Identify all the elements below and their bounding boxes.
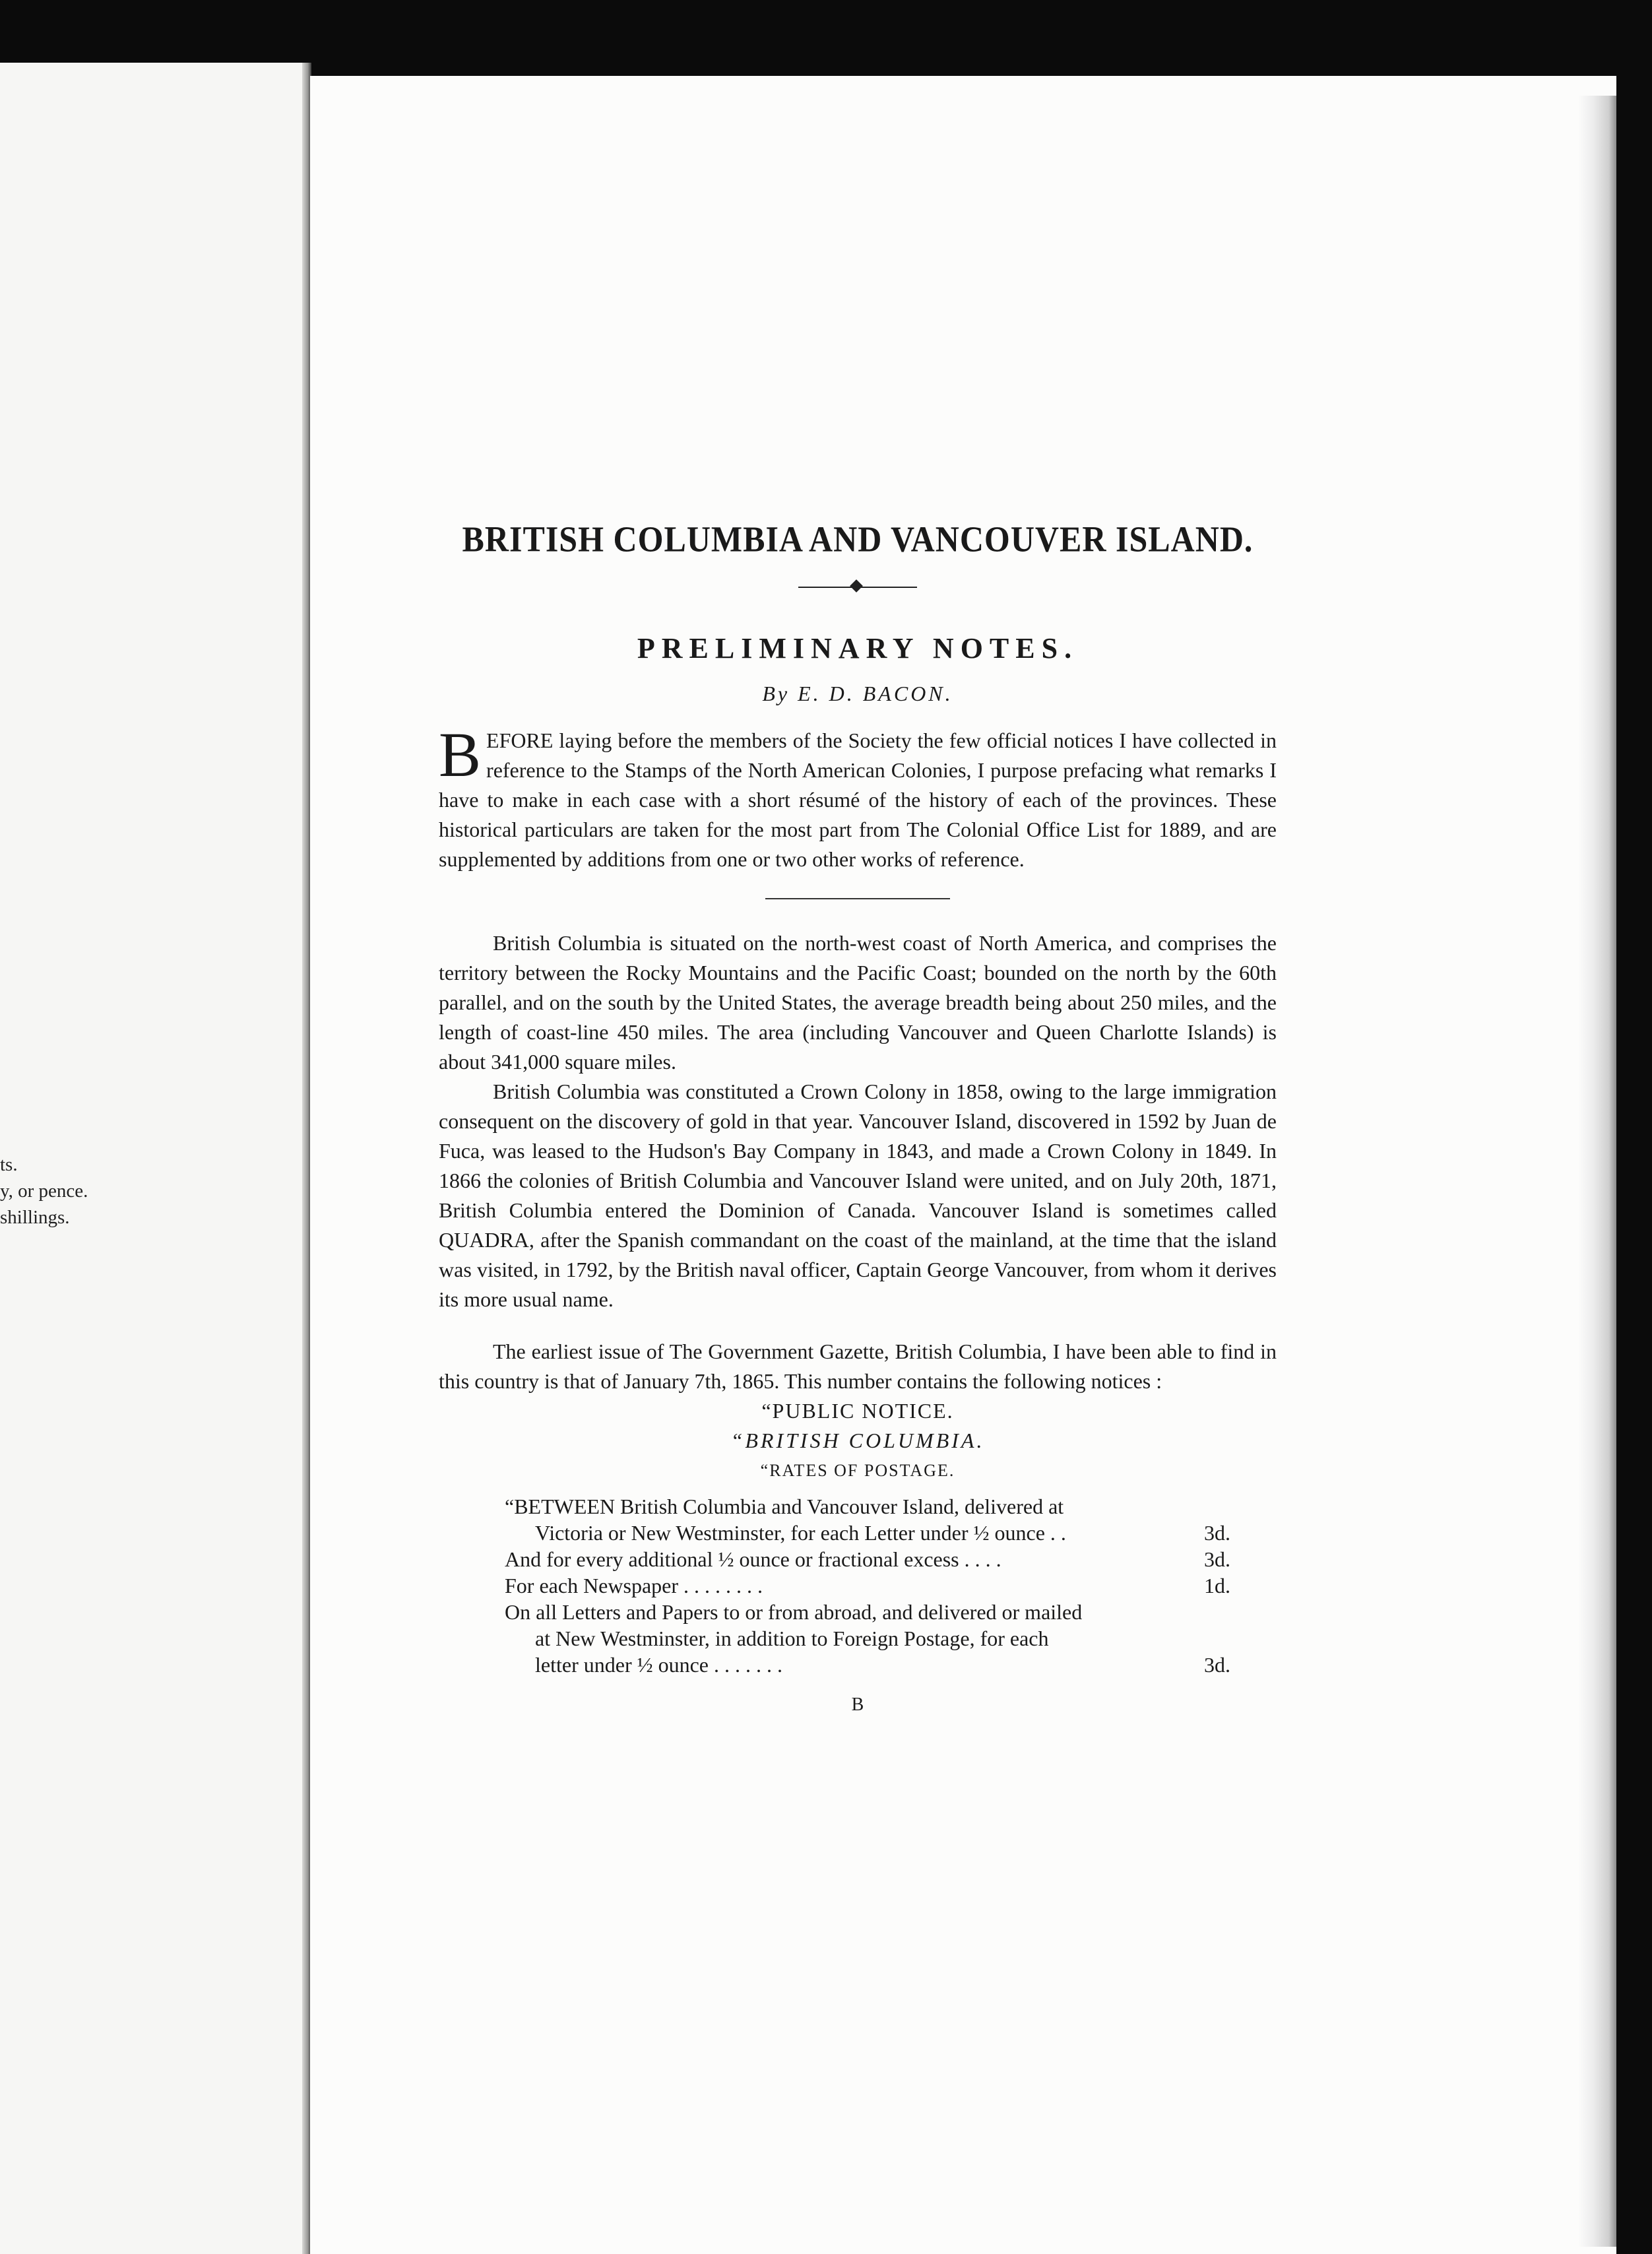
paragraph-history: British Columbia was constituted a Crown Colony in 1858, owing to the large immigration consequent on the discovery of gold in that year. Vancouver Island, discovered in 1592 by Juan de Fuca, was leased to the Hudson's Bay Company in 1843, and made a Crown Colony in 1849. In 1866 the colonies of British Columbia and Vancouver Island were united, and on July 20th, 1871, British Columbia entered the Dominion of Canada. Vancouver Island is sometimes called QUADRA, after the Spanish commandant on the coast of the mainland, at the time that the island was visited, in 1792, by the British naval officer, Captain George Vancouver, from whom it derives its more usual name. (439, 1079, 1277, 1311)
rate-price: 3d. (1204, 1521, 1230, 1545)
notice-subheading: “BRITISH COLUMBIA. (730, 1429, 985, 1452)
rate-line: And for every additional ½ ounce or fractional excess . . . . (505, 1547, 1001, 1571)
page-edge-shadow (1578, 96, 1616, 2247)
postage-rates-list (505, 1493, 1230, 1678)
left-page (0, 63, 310, 2254)
rate-row (505, 1493, 1230, 1546)
rate-price: 3d. (1204, 1547, 1230, 1571)
rate-text (505, 1599, 1184, 1678)
section-divider (765, 898, 950, 899)
spacer (439, 1314, 1277, 1337)
fragment-line: ts. (0, 1154, 18, 1175)
rate-text (505, 1493, 1184, 1546)
rate-text (505, 1572, 1184, 1599)
rate-row (505, 1546, 1230, 1572)
article-subtitle: PRELIMINARY NOTES. (637, 632, 1079, 664)
left-page-text-fragment (0, 1151, 88, 1231)
rate-price: 3d. (1204, 1653, 1230, 1677)
rate-line: at New Westminster, in addition to Foreign Postage, for each (535, 1626, 1049, 1650)
title-ornament (798, 581, 917, 594)
rate-line: Victoria or New Westminster, for each Letter under ½ ounce . . (535, 1521, 1066, 1545)
rate-line: On all Letters and Papers to or from abroad, and delivered or mailed (505, 1600, 1083, 1624)
intro-paragraph: BEFORE laying before the members of the Society the few official notices I have collected in reference to the Stamps of the North American Colonies, I purpose prefacing what remarks I have to make in each case with a short résumé of the history of each of the provinces. These historical particulars are taken for the most part from The Colonial Office List for 1889, and are supplemented by additions from one or two other works of reference. (439, 719, 1277, 871)
fragment-line: shillings. (0, 1207, 70, 1228)
article-byline: By E. D. BACON. (762, 682, 953, 705)
rates-heading: “RATES OF POSTAGE. (760, 1461, 955, 1480)
rate-line: “BETWEEN British Columbia and Vancouver Island, delivered at (505, 1495, 1064, 1518)
rate-line: letter under ½ ounce . . . . . . . (535, 1653, 782, 1677)
rate-line: For each Newspaper . . . . . . . . (505, 1574, 763, 1597)
rate-text (505, 1546, 1184, 1572)
paragraph-gazette: The earliest issue of The Government Gazette, British Columbia, I have been able to find in this country is that of January 7th, 1865. This number contains the following notices : (439, 1339, 1277, 1393)
fragment-line: y, or pence. (0, 1180, 88, 1202)
rate-row (505, 1572, 1230, 1599)
article-title: BRITISH COLUMBIA AND VANCOUVER ISLAND. (462, 519, 1254, 560)
notice-heading: “PUBLIC NOTICE. (761, 1399, 954, 1423)
rate-price: 1d. (1204, 1574, 1230, 1597)
rate-row (505, 1599, 1230, 1678)
signature-mark: B (851, 1694, 864, 1715)
article (439, 519, 1277, 1720)
paragraph-geography: British Columbia is situated on the north-west coast of North America, and comprises the territory between the Rocky Mountains and the Pacific Coast; bounded on the north by the 60th parallel, and on the south by the United States, the average breadth being about 250 miles, and the length of coast-line 450 miles. The area (including Vancouver and Queen Charlotte Islands) is about 341,000 square miles. (439, 931, 1277, 1074)
diamond-ornament-icon (850, 579, 863, 593)
